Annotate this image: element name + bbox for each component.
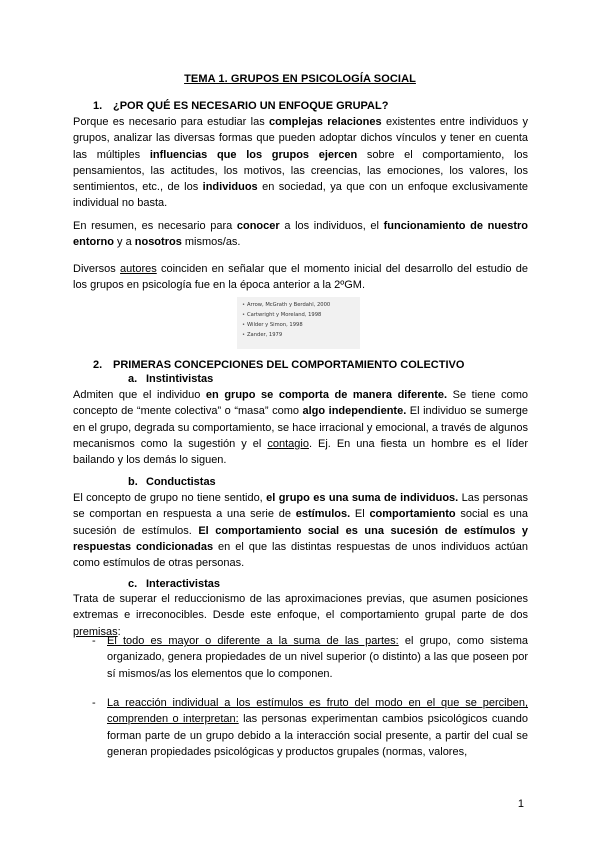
subsection-b-title: Conductistas	[146, 476, 216, 488]
text-run: Porque es necesario para estudiar las	[73, 116, 270, 128]
section-1-number: 1.	[93, 100, 103, 112]
bullet-dash: -	[92, 697, 96, 709]
author-ref-3: • Wilder y Simon, 1998	[237, 320, 360, 330]
text-run: el grupo, como sistema organizado, genera propiedades de un nivel superior (o distinto) a las que poseen por sí mismos/as los elementos que lo componen.	[107, 635, 528, 680]
authors-reference-image	[237, 297, 360, 349]
text-run: Se tiene como concepto de “mente colectiva” o “masa” como	[73, 389, 528, 418]
bold-text: individuos	[202, 181, 258, 194]
text-run: y a	[113, 236, 135, 249]
bold-text: funcionamiento de nuestro entorno	[73, 220, 528, 249]
bold-text: conocer	[236, 220, 280, 232]
text-run: Admiten que el individuo	[73, 389, 206, 401]
section-1-title: ¿POR QUÉ ES NECESARIO UN ENFOQUE GRUPAL?	[113, 100, 389, 112]
underlined-text: La reacción individual a los estímulos es fruto del modo en el que se perciben, comprenden o interpretan:	[107, 697, 528, 726]
author-ref-1: • Arrow, McGrath y Berdahl, 2000	[237, 300, 360, 310]
document-title: TEMA 1. GRUPOS EN PSICOLOGÍA SOCIAL	[184, 73, 416, 85]
bold-text: algo independiente.	[302, 405, 407, 418]
author-ref-2: • Cartwright y Moreland, 1998	[237, 310, 360, 320]
subsection-b-paragraph	[73, 490, 528, 571]
underlined-text: contagio	[267, 437, 309, 450]
subsection-c-title: Interactivistas	[146, 578, 220, 590]
bold-text: nosotros	[134, 236, 182, 249]
bold-text: El comportamiento social es una sucesión de estímulos y respuestas condicionadas	[73, 524, 528, 553]
text-run: las personas experimentan cambios psicológicos cuando forman parte de un grupo debido a la interacción social presente, a partir del cual se generan propiedades psicológicas y productos grupales (normas, valores,	[107, 713, 528, 758]
text-run: Trata de superar el reduccionismo de las aproximaciones previas, que asumen posiciones extremas e irreconocibles. Desde este enfoque, el comportamiento grupal parte de dos	[73, 593, 528, 622]
subsection-b-heading	[128, 476, 216, 488]
authors-list	[237, 297, 360, 340]
text-run: mismos/as.	[181, 236, 241, 249]
section-2-heading	[93, 359, 464, 371]
subsection-a-title: Instintivistas	[146, 373, 214, 385]
text-run: Diversos	[73, 263, 121, 275]
premise-1-text	[107, 633, 528, 682]
author-ref-4: • Zander, 1979	[237, 330, 360, 340]
text-run: coinciden en señalar que el momento inicial del desarrollo del estudio de los grupos en psicología fue en la época anterior a la 2ºGM.	[73, 263, 529, 292]
section-1-paragraph-2	[73, 218, 528, 251]
premise-2-text	[107, 695, 528, 760]
underlined-text: El todo es mayor o diferente a la suma de las partes:	[107, 635, 399, 647]
bold-text: influencias que los grupos ejercen	[149, 148, 358, 161]
subsection-a-heading	[128, 373, 213, 385]
text-run: social es una sucesión de estímulos.	[73, 508, 528, 537]
subsection-b-letter: b.	[128, 476, 138, 488]
text-run: El	[350, 508, 370, 521]
section-1-paragraph-3	[73, 261, 528, 294]
section-1-paragraph-1	[73, 114, 528, 212]
subsection-a-letter: a.	[128, 373, 138, 385]
text-run: El concepto de grupo no tiene sentido,	[73, 492, 267, 504]
section-2-number: 2.	[93, 359, 103, 371]
text-run: existentes entre individuos y grupos, analizar las diversas formas que pueden adoptar dichos vínculos y tener en cuenta las múltiples	[73, 116, 528, 161]
page-number: 1	[517, 798, 524, 810]
subsection-c-letter: c.	[128, 578, 138, 590]
bold-text: estímulos.	[295, 508, 351, 521]
text-run: en sociedad, ya que con un enfoque exclusivamente individual no basta.	[73, 181, 528, 210]
underlined-text: premisas	[73, 625, 118, 638]
subsection-c-heading	[128, 578, 220, 590]
bold-text: comportamiento	[369, 508, 456, 521]
text-run: a los individuos, el	[279, 220, 384, 232]
text-run: En resumen, es necesario para	[73, 220, 237, 232]
bold-text: el grupo es una suma de individuos.	[266, 492, 459, 504]
text-run: sobre el comportamiento, los pensamientos, las actitudes, los motivos, las creencias, las emociones, los valores, los sentimientos, etc., de los	[73, 148, 529, 194]
bold-text: complejas relaciones	[269, 116, 382, 128]
text-run: El individuo se sumerge en el grupo, degrada su comportamiento, se hace irracional y emocional, a través de algunos mecanismos como la sugestión y el	[73, 405, 528, 450]
text-run: Las personas se comportan en respuesta a una serie de	[73, 492, 528, 521]
bold-text: en grupo se comporta de manera diferente.	[205, 389, 448, 401]
bullet-dash: -	[92, 635, 96, 647]
text-run: :	[117, 625, 121, 638]
section-1-heading	[93, 100, 388, 112]
text-run: en el que las distintas respuestas de unos individuos actúan como estímulos de otras personas.	[73, 540, 528, 570]
section-2-title: PRIMERAS CONCEPCIONES DEL COMPORTAMIENTO COLECTIVO	[113, 359, 465, 371]
subsection-a-paragraph	[73, 387, 528, 468]
text-run: . Ej. En una fiesta un hombre es el líder bailando y los demás lo siguen.	[73, 437, 529, 467]
underlined-text: autores	[120, 263, 157, 275]
